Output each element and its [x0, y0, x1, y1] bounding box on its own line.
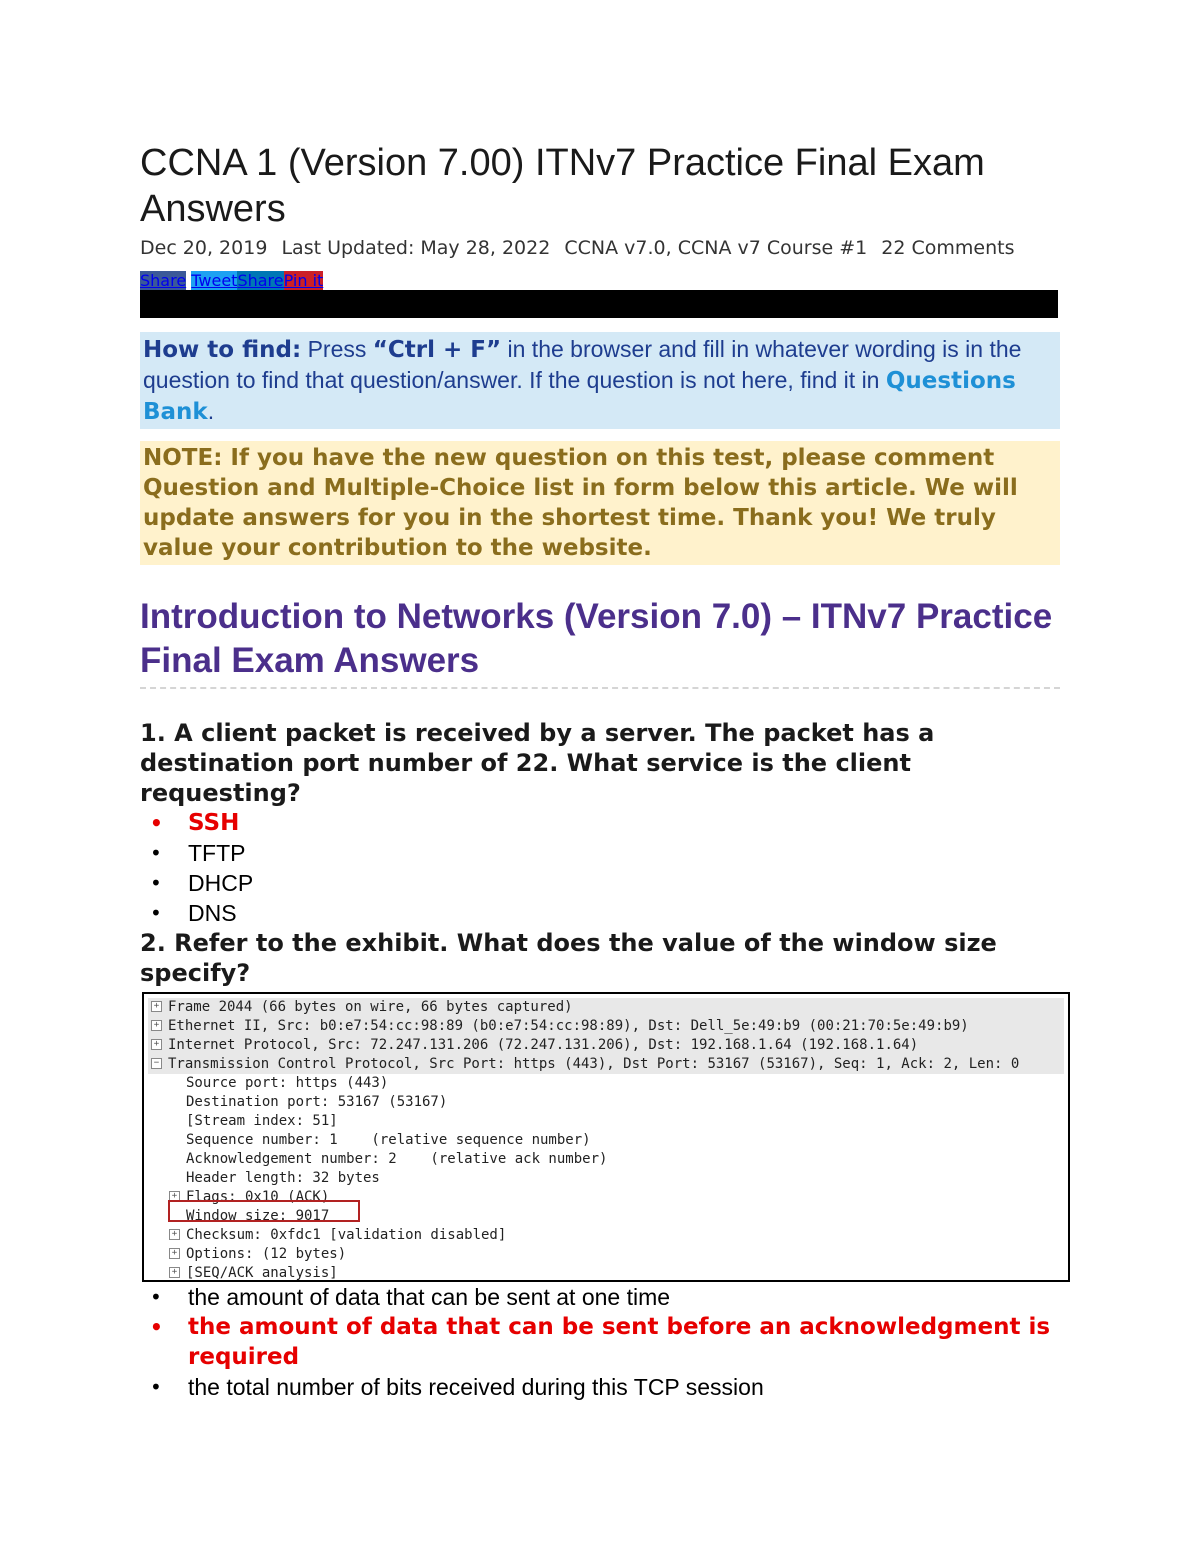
exhibit-row-ethernet — [148, 1017, 1064, 1036]
exhibit-row-source-port: Source port: https (443) — [186, 1075, 389, 1092]
exhibit-row-checksum — [166, 1226, 506, 1245]
window-size-highlight — [168, 1200, 360, 1222]
collapse-icon: − — [151, 1058, 162, 1069]
expand-icon: + — [151, 1020, 162, 1031]
share-bar — [140, 272, 1060, 290]
exhibit-text: Flags: 0x10 (ACK) — [186, 1189, 330, 1206]
exhibit-text: Checksum: 0xfdc1 [validation disabled] — [186, 1227, 507, 1244]
questions-bank-link[interactable]: Questions Bank — [143, 368, 1016, 425]
post-categories-link[interactable]: CCNA v7.0, CCNA v7 Course #1 — [564, 237, 868, 259]
exhibit-row-stream-index: [Stream index: 51] — [186, 1113, 338, 1130]
answer-option: • the amount of data that can be sent at one time — [140, 1282, 1060, 1312]
page-title: CCNA 1 (Version 7.00) ITNv7 Practice Final Exam Answers — [140, 142, 985, 230]
facebook-share-button[interactable]: Share — [140, 271, 187, 290]
post-meta — [140, 236, 1060, 260]
exhibit-text: Internet Protocol, Src: 72.247.131.206 (72.247.131.206), Dst: 192.168.1.64 (192.168.1.64) — [168, 1037, 919, 1054]
article — [140, 140, 1060, 1402]
exhibit-row-sequence-number: Sequence number: 1 (relative sequence number) — [186, 1132, 591, 1149]
question-2-options — [140, 1282, 1060, 1402]
exhibit-row-window-size: Window size: 9017 — [186, 1208, 330, 1225]
question-1-options — [140, 808, 1060, 928]
how-to-text-1: Press — [301, 336, 373, 362]
answer-option: • the total number of bits received during this TCP session — [140, 1372, 1060, 1402]
ad-banner-placeholder — [140, 290, 1058, 318]
exhibit-row-ip — [148, 1036, 1064, 1055]
expand-icon: + — [151, 1001, 162, 1012]
post-date: Dec 20, 2019 — [140, 237, 268, 259]
comments-count-link[interactable]: 22 Comments — [881, 237, 1015, 259]
how-to-text-3: . — [207, 398, 215, 424]
linkedin-share-button[interactable]: Share — [237, 271, 284, 290]
answer-option: • DHCP — [140, 868, 1060, 898]
expand-icon: + — [169, 1248, 180, 1259]
question-1: 1. A client packet is received by a server. The packet has a destination port number of 22. What service is the client requesting? — [140, 719, 935, 808]
exhibit-text: Transmission Control Protocol, Src Port: https (443), Dst Port: 53167 (53167), Seq: 1, Ack: 2, Len: 0 — [168, 1056, 1020, 1073]
exhibit-row-ack-number: Acknowledgement number: 2 (relative ack number) — [186, 1151, 608, 1168]
answer-option: • DNS — [140, 898, 1060, 928]
exhibit-row-destination-port: Destination port: 53167 (53167) — [186, 1094, 448, 1111]
wireshark-exhibit — [142, 992, 1070, 1282]
exhibit-row-seq-ack-analysis — [166, 1264, 338, 1283]
twitter-tweet-button[interactable]: Tweet — [191, 271, 238, 290]
exhibit-row-options — [166, 1245, 346, 1264]
expand-icon: + — [169, 1229, 180, 1240]
how-to-text-2: in the browser and fill in whatever wording is in the question to find that question/answer. If the question is not here, find it in — [143, 336, 1022, 393]
answer-option: • TFTP — [140, 838, 1060, 868]
exhibit-row-tcp — [148, 1055, 1064, 1074]
exhibit-row-header-length: Header length: 32 bytes — [186, 1170, 380, 1187]
answer-option-correct: • the amount of data that can be sent before an acknowledgment is required — [140, 1312, 1060, 1372]
keyboard-shortcut: “Ctrl + F” — [372, 337, 502, 363]
exhibit-text: Frame 2044 (66 bytes on wire, 66 bytes captured) — [168, 999, 573, 1016]
exhibit-text: Ethernet II, Src: b0:e7:54:cc:98:89 (b0:e7:54:cc:98:89), Dst: Dell_5e:49:b9 (00:21:70:5e:49:b9) — [168, 1018, 969, 1035]
how-to-find-label: How to find: — [143, 337, 302, 363]
answer-option-correct: • SSH — [140, 808, 1060, 838]
question-2: 2. Refer to the exhibit. What does the value of the window size specify? — [140, 929, 997, 988]
last-updated: Last Updated: May 28, 2022 — [281, 237, 551, 259]
section-title: Introduction to Networks (Version 7.0) – ITNv7 Practice Final Exam Answers — [140, 595, 1060, 689]
expand-icon: + — [169, 1191, 180, 1202]
exhibit-text: Options: (12 bytes) — [186, 1246, 347, 1263]
how-to-find-box — [140, 332, 1060, 429]
exhibit-text: [SEQ/ACK analysis] — [186, 1265, 338, 1282]
note-box: NOTE: If you have the new question on this test, please comment Question and Multiple-Choice list in form below this article. We will update answers for you in the shortest time. Thank you! We truly value your contribution to the website. — [140, 441, 1060, 565]
exhibit-row-frame — [148, 998, 1064, 1017]
expand-icon: + — [151, 1039, 162, 1050]
expand-icon: + — [169, 1267, 180, 1278]
pinterest-pin-button[interactable]: Pin it — [283, 271, 324, 290]
